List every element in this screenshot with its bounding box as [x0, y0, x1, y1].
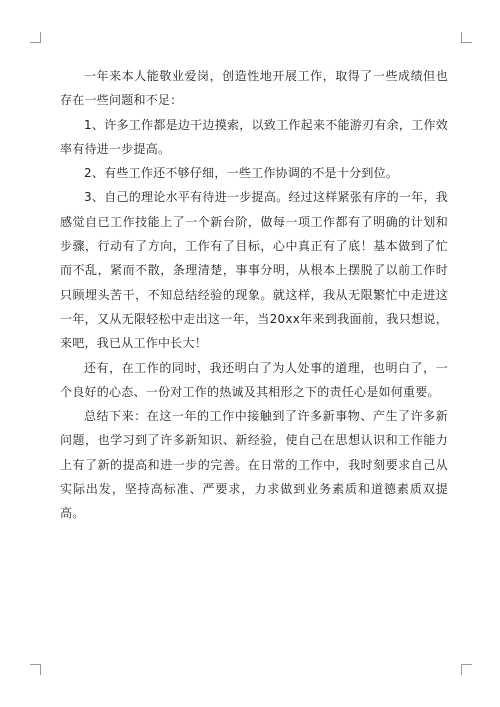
paragraph-item-1: 1、许多工作都是边干边摸索，以致工作起来不能游刃有余，工作效率有待进一步提高。 — [60, 117, 448, 156]
paragraph-summary: 总结下来：在这一年的工作中接触到了许多新事物、产生了许多新问题，也学习到了许多新知识、新经验，使自己在思想认识和工作能力上有了新的提高和进一步的完善。在日常的工作中，我时刻要求自己从实际出发，坚持高标准、严要求，力求做到业务素质和道德素质双提高。 — [60, 409, 448, 521]
top-left-corner-mark — [30, 32, 41, 43]
top-right-corner-mark — [461, 32, 472, 43]
paragraph-additional: 还有，在工作的同时，我还明白了为人处事的道理，也明白了，一个良好的心态、一份对工作的热诚及其相形之下的责任心是如何重要。 — [60, 360, 448, 399]
paragraph-intro: 一年来本人能敬业爱岗，创造性地开展工作，取得了一些成绩但也存在一些问题和不足： — [60, 69, 448, 108]
document-body — [60, 64, 448, 526]
paragraph-item-2: 2、有些工作还不够仔细，一些工作协调的不是十分到位。 — [84, 166, 399, 181]
bottom-left-corner-mark — [30, 664, 41, 675]
paragraph-item-3: 3、自己的理论水平有待进一步提高。经过这样紧张有序的一年，我感觉自已工作技能上了一个新台阶，做每一项工作都有了明确的计划和步骤，行动有了方向，工作有了目标，心中真正有了底！基本做到了忙而不乱，紧而不散，条理清楚，事事分明，从根本上摆脱了以前工作时只顾埋头苦干，不知总结经验的现象。就这样，我从无限繁忙中走进这一年，又从无限轻松中走出这一年，当20xx年来到我面前，我只想说，来吧，我已从工作中长大！ — [60, 190, 448, 351]
bottom-right-corner-mark — [461, 664, 472, 675]
